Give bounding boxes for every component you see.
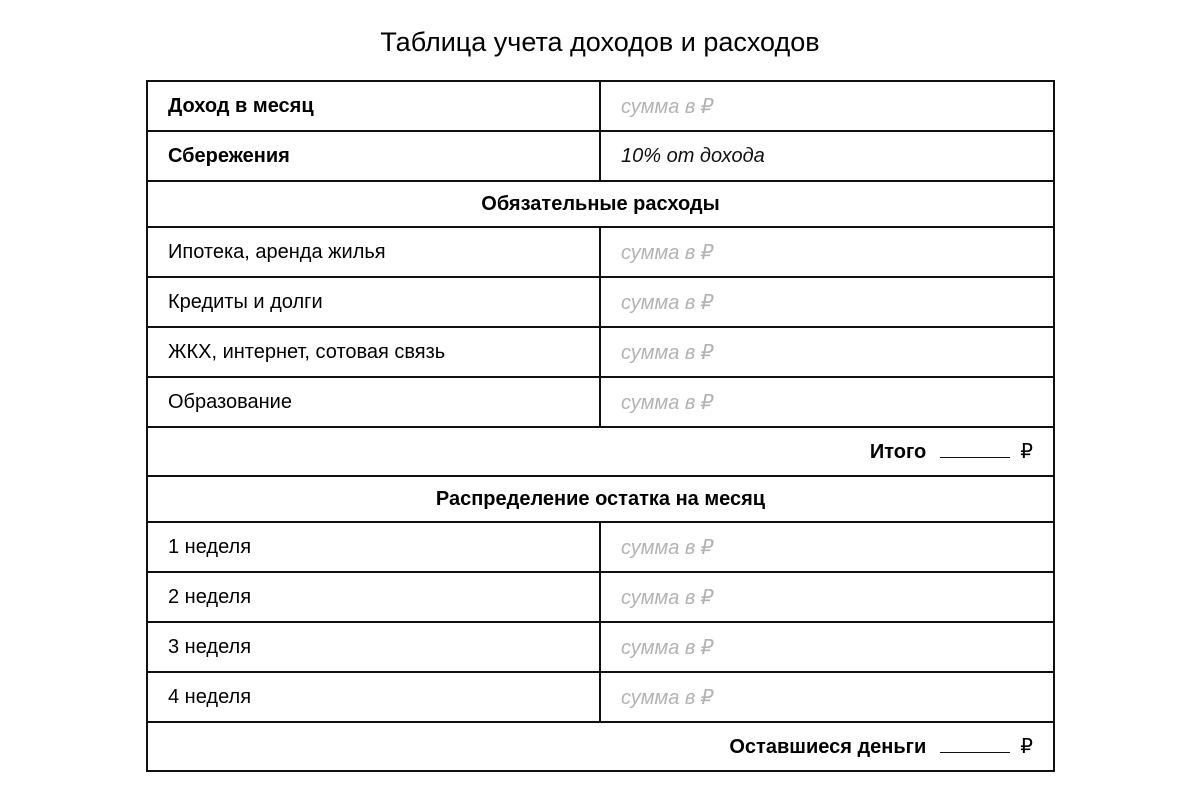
amount-placeholder: сумма в ₽ (621, 241, 714, 264)
mandatory-expenses-header: Обязательные расходы (147, 181, 1054, 227)
week-label: 3 неделя (147, 622, 600, 672)
remaining-total-cell (147, 722, 1054, 771)
total-row (147, 427, 1054, 476)
total-currency: ₽ (1020, 441, 1033, 463)
amount-placeholder: сумма в ₽ (621, 341, 714, 364)
amount-placeholder: сумма в ₽ (621, 686, 714, 709)
budget-table (146, 80, 1055, 772)
week-label: 4 неделя (147, 672, 600, 722)
table-row-income (147, 81, 1054, 131)
amount-placeholder: сумма в ₽ (621, 586, 714, 609)
section-header-row (147, 181, 1054, 227)
total-blank-field[interactable] (940, 439, 1010, 458)
week-label: 1 неделя (147, 522, 600, 572)
income-label: Доход в месяц (147, 81, 600, 131)
remaining-row (147, 722, 1054, 771)
savings-value: 10% от дохода (621, 144, 765, 167)
expense-amount-field[interactable] (600, 277, 1054, 327)
section-header-row (147, 476, 1054, 522)
expense-amount-field[interactable] (600, 377, 1054, 427)
expense-label: Образование (147, 377, 600, 427)
table-row (147, 327, 1054, 377)
amount-placeholder: сумма в ₽ (621, 391, 714, 414)
table-row (147, 377, 1054, 427)
week-amount-field[interactable] (600, 522, 1054, 572)
savings-value-field[interactable] (600, 131, 1054, 181)
remaining-blank-field[interactable] (940, 734, 1010, 753)
amount-placeholder: сумма в ₽ (621, 636, 714, 659)
table-row (147, 277, 1054, 327)
amount-placeholder: сумма в ₽ (621, 291, 714, 314)
expense-amount-field[interactable] (600, 327, 1054, 377)
table-row (147, 672, 1054, 722)
table-row (147, 572, 1054, 622)
income-amount-field[interactable] (600, 81, 1054, 131)
expense-label: ЖКХ, интернет, сотовая связь (147, 327, 600, 377)
week-amount-field[interactable] (600, 622, 1054, 672)
savings-label: Сбережения (147, 131, 600, 181)
table-row (147, 622, 1054, 672)
remaining-label: Оставшиеся деньги (729, 736, 927, 758)
mandatory-total-cell (147, 427, 1054, 476)
total-label: Итого (869, 441, 927, 463)
page-title: Таблица учета доходов и расходов (380, 27, 820, 57)
income-placeholder: сумма в ₽ (621, 95, 714, 118)
week-amount-field[interactable] (600, 572, 1054, 622)
expense-label: Кредиты и долги (147, 277, 600, 327)
expense-amount-field[interactable] (600, 227, 1054, 277)
week-label: 2 неделя (147, 572, 600, 622)
amount-placeholder: сумма в ₽ (621, 536, 714, 559)
table-row (147, 522, 1054, 572)
expense-label: Ипотека, аренда жилья (147, 227, 600, 277)
distribution-header: Распределение остатка на месяц (147, 476, 1054, 522)
table-row-savings (147, 131, 1054, 181)
table-row (147, 227, 1054, 277)
remaining-currency: ₽ (1020, 736, 1033, 758)
week-amount-field[interactable] (600, 672, 1054, 722)
